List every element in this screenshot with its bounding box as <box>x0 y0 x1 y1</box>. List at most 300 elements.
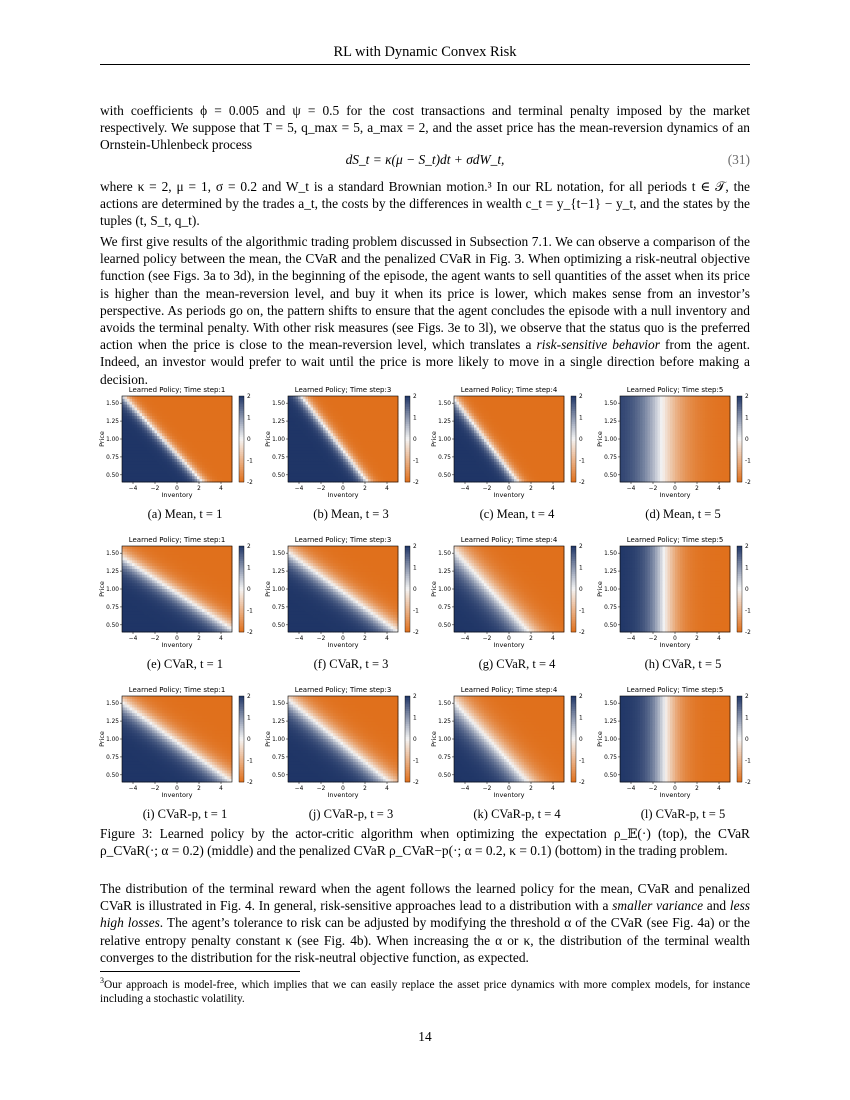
heatmap-cell <box>202 399 205 402</box>
heatmap-cell <box>227 422 230 425</box>
heatmap-cell <box>160 428 163 431</box>
heatmap-cell <box>306 462 309 465</box>
heatmap-cell <box>351 396 354 399</box>
heatmap-cell <box>668 436 671 439</box>
heatmap-cell <box>519 419 522 422</box>
heatmap-cell <box>348 442 351 445</box>
heatmap-cell <box>519 413 522 416</box>
heatmap-cell <box>484 442 487 445</box>
heatmap-cell <box>512 402 515 405</box>
heatmap-cell <box>532 471 535 474</box>
heatmap-cell <box>663 405 666 408</box>
heatmap-cell <box>698 425 701 428</box>
heatmap-cell <box>542 436 545 439</box>
heatmap-cell <box>167 422 170 425</box>
colorbar-tick-label: -1 <box>247 458 253 465</box>
heatmap-cell <box>703 413 706 416</box>
heatmap-cell <box>725 422 728 425</box>
heatmap-cell <box>321 445 324 448</box>
heatmap-cell <box>544 439 547 442</box>
heatmap-cell <box>467 410 470 413</box>
heatmap-cell <box>464 422 467 425</box>
heatmap-cell <box>162 410 165 413</box>
heatmap-cell <box>376 419 379 422</box>
heatmap-cell <box>549 445 552 448</box>
heatmap-cell <box>625 433 628 436</box>
heatmap-cell <box>715 442 718 445</box>
heatmap-cell <box>494 468 497 471</box>
heatmap-cell <box>338 410 341 413</box>
heatmap-cell <box>469 425 472 428</box>
heatmap-cell <box>338 433 341 436</box>
heatmap-cell <box>318 450 321 453</box>
heatmap-cell <box>195 428 198 431</box>
heatmap-cell <box>713 425 716 428</box>
heatmap-cell <box>685 439 688 442</box>
heatmap-cell <box>529 428 532 431</box>
heatmap-cell <box>467 402 470 405</box>
heatmap-cell <box>326 428 329 431</box>
heatmap-cell <box>504 413 507 416</box>
heatmap-cell <box>464 445 467 448</box>
heatmap-cell <box>313 468 316 471</box>
heatmap-cell <box>499 450 502 453</box>
heatmap-cell <box>160 396 163 399</box>
heatmap-cell <box>529 430 532 433</box>
heatmap-cells <box>454 396 564 482</box>
heatmap-cell <box>504 453 507 456</box>
heatmap-cell <box>301 442 304 445</box>
heatmap-cell <box>482 465 485 468</box>
heatmap-cell <box>537 473 540 476</box>
heatmap-cell <box>341 448 344 451</box>
heatmap-cell <box>220 476 223 479</box>
heatmap-cell <box>137 462 140 465</box>
heatmap-cell <box>192 439 195 442</box>
heatmap-cell <box>519 410 522 413</box>
heatmap-cell <box>539 476 542 479</box>
heatmap-cell <box>499 465 502 468</box>
heatmap-cell <box>127 439 130 442</box>
heatmap-cell <box>132 428 135 431</box>
heatmap-cell <box>534 430 537 433</box>
heatmap-cell <box>170 428 173 431</box>
heatmap-cell <box>640 436 643 439</box>
heatmap-cell <box>145 456 148 459</box>
heatmap-cell <box>539 459 542 462</box>
heatmap-cell <box>140 465 143 468</box>
heatmap-cell <box>205 405 208 408</box>
heatmap-cell <box>514 422 517 425</box>
heatmap-cell <box>137 465 140 468</box>
heatmap-cell <box>673 396 676 399</box>
heatmap-cell <box>200 410 203 413</box>
heatmap-cell <box>338 419 341 422</box>
heatmap-cell <box>177 428 180 431</box>
heatmap-cell <box>388 468 391 471</box>
heatmap-cell <box>227 450 230 453</box>
heatmap-cell <box>308 445 311 448</box>
heatmap-cell <box>685 396 688 399</box>
heatmap-cell <box>160 448 163 451</box>
heatmap-cell <box>160 442 163 445</box>
heatmap-cell <box>534 459 537 462</box>
heatmap-cell <box>172 402 175 405</box>
policy-heatmap <box>598 388 762 510</box>
heatmap-cell <box>145 422 148 425</box>
heatmap-cell <box>517 453 520 456</box>
heatmap-cell <box>140 462 143 465</box>
heatmap-cell <box>200 396 203 399</box>
heatmap-cell <box>512 413 515 416</box>
heatmap-cell <box>346 450 349 453</box>
heatmap-cell <box>155 453 158 456</box>
heatmap-cell <box>492 428 495 431</box>
heatmap-cell <box>670 422 673 425</box>
heatmap-cell <box>499 407 502 410</box>
heatmap-cell <box>698 430 701 433</box>
heatmap-cell <box>469 471 472 474</box>
heatmap-cell <box>675 399 678 402</box>
heatmap-cell <box>720 396 723 399</box>
heatmap-cell <box>187 450 190 453</box>
heatmap-cell <box>504 445 507 448</box>
heatmap-cell <box>132 468 135 471</box>
heatmap-cell <box>705 402 708 405</box>
colorbar-segment <box>239 409 244 411</box>
heatmap-cell <box>477 468 480 471</box>
heatmap-cell <box>122 468 125 471</box>
heatmap-cell <box>361 436 364 439</box>
heatmap-cell <box>130 471 133 474</box>
heatmap-cell <box>524 396 527 399</box>
heatmap-cell <box>301 456 304 459</box>
heatmap-cell <box>660 445 663 448</box>
heatmap-cell <box>720 416 723 419</box>
heatmap-cell <box>207 407 210 410</box>
heatmap-cell <box>215 433 218 436</box>
heatmap-cell <box>383 428 386 431</box>
heatmap-cell <box>685 442 688 445</box>
heatmap-cell <box>152 399 155 402</box>
heatmap-cell <box>165 402 168 405</box>
heatmap-cell <box>195 402 198 405</box>
heatmap-cell <box>715 422 718 425</box>
heatmap-cell <box>557 459 560 462</box>
heatmap-cell <box>472 430 475 433</box>
heatmap-cell <box>454 433 457 436</box>
heatmap-cell <box>552 442 555 445</box>
heatmap-cell <box>140 439 143 442</box>
heatmap-cell <box>388 410 391 413</box>
colorbar-segment <box>405 407 410 409</box>
heatmap-cell <box>655 416 658 419</box>
heatmap-cell <box>227 468 230 471</box>
heatmap-cell <box>494 396 497 399</box>
heatmap-cell <box>132 413 135 416</box>
heatmap-cell <box>356 445 359 448</box>
heatmap-cell <box>210 465 213 468</box>
heatmap-cell <box>177 405 180 408</box>
heatmap-cell <box>351 433 354 436</box>
heatmap-cell <box>190 407 193 410</box>
heatmap-cell <box>393 450 396 453</box>
heatmap-cell <box>162 419 165 422</box>
heatmap-cell <box>489 407 492 410</box>
heatmap-cell <box>459 465 462 468</box>
heatmap-cell <box>643 433 646 436</box>
y-axis-label: Price <box>98 431 106 447</box>
heatmap-cell <box>698 396 701 399</box>
heatmap-cell <box>122 430 125 433</box>
heatmap-cell <box>288 476 291 479</box>
heatmap-cell <box>552 430 555 433</box>
colorbar-segment <box>571 473 576 475</box>
heatmap-cell <box>554 405 557 408</box>
heatmap-cell <box>487 399 490 402</box>
heatmap-cell <box>187 436 190 439</box>
heatmap-cell <box>683 419 686 422</box>
heatmap-cell <box>127 450 130 453</box>
heatmap-cell <box>698 428 701 431</box>
heatmap-cell <box>358 410 361 413</box>
heatmap-cell <box>363 416 366 419</box>
heatmap-cell <box>388 413 391 416</box>
heatmap-cell <box>710 433 713 436</box>
heatmap-cell <box>227 439 230 442</box>
heatmap-cell <box>200 422 203 425</box>
heatmap-cell <box>318 405 321 408</box>
heatmap-cell <box>499 413 502 416</box>
heatmap-cell <box>316 407 319 410</box>
colorbar-segment <box>405 420 410 422</box>
heatmap-cell <box>162 407 165 410</box>
heatmap-cell <box>494 428 497 431</box>
heatmap-cell <box>454 459 457 462</box>
heatmap-cell <box>202 416 205 419</box>
heatmap-cell <box>353 399 356 402</box>
heatmap-cell <box>363 413 366 416</box>
heatmap-cell <box>190 425 193 428</box>
heatmap-cell <box>532 445 535 448</box>
heatmap-cell <box>383 396 386 399</box>
heatmap-cell <box>132 419 135 422</box>
heatmap-cell <box>532 436 535 439</box>
heatmap-cell <box>464 462 467 465</box>
heatmap-cell <box>348 419 351 422</box>
x-tick-label: −2 <box>316 486 326 492</box>
heatmap-cell <box>720 445 723 448</box>
heatmap-cell <box>715 396 718 399</box>
policy-heatmap <box>432 388 596 510</box>
heatmap-cell <box>361 442 364 445</box>
heatmap-cell <box>205 416 208 419</box>
heatmap-cell <box>125 419 128 422</box>
heatmap-cell <box>484 413 487 416</box>
heatmap-cell <box>175 413 178 416</box>
heatmap-cell <box>358 428 361 431</box>
heatmap-cell <box>623 405 626 408</box>
heatmap-cell <box>512 428 515 431</box>
heatmap-cell <box>489 433 492 436</box>
heatmap-cell <box>484 419 487 422</box>
heatmap-cell <box>170 407 173 410</box>
heatmap-cell <box>343 453 346 456</box>
heatmap-cell <box>675 422 678 425</box>
heatmap-cell <box>462 476 465 479</box>
heatmap-cell <box>527 465 530 468</box>
heatmap-cell <box>293 410 296 413</box>
heatmap-cell <box>185 448 188 451</box>
heatmap-cell <box>303 407 306 410</box>
heatmap-cell <box>381 419 384 422</box>
heatmap-cell <box>293 468 296 471</box>
heatmap-cell <box>172 410 175 413</box>
heatmap-cell <box>210 399 213 402</box>
heatmap-cell <box>351 436 354 439</box>
heatmap-cell <box>522 410 525 413</box>
heatmap-cell <box>519 459 522 462</box>
heatmap-cell <box>635 416 638 419</box>
heatmap-cell <box>378 453 381 456</box>
heatmap-cell <box>492 422 495 425</box>
heatmap-cell <box>479 419 482 422</box>
heatmap-cell <box>467 468 470 471</box>
heatmap-cell <box>492 462 495 465</box>
heatmap-cell <box>653 445 656 448</box>
heatmap-cell <box>479 442 482 445</box>
heatmap-cell <box>529 448 532 451</box>
heatmap-cell <box>125 399 128 402</box>
heatmap-cell <box>625 430 628 433</box>
heatmap-cell <box>145 468 148 471</box>
heatmap-cell <box>386 433 389 436</box>
heatmap-cell <box>499 399 502 402</box>
heatmap-cell <box>474 430 477 433</box>
heatmap-cell <box>688 416 691 419</box>
heatmap-cell <box>182 453 185 456</box>
heatmap-cell <box>361 419 364 422</box>
heatmap-cell <box>378 445 381 448</box>
heatmap-cell <box>212 462 215 465</box>
heatmap-cell <box>643 399 646 402</box>
heatmap-cell <box>132 405 135 408</box>
heatmap-cell <box>167 450 170 453</box>
heatmap-cell <box>376 459 379 462</box>
heatmap-cell <box>547 399 550 402</box>
heatmap-cell <box>351 419 354 422</box>
heatmap-cell <box>638 442 641 445</box>
heatmap-cell <box>301 402 304 405</box>
heatmap-cell <box>507 396 510 399</box>
heatmap-cell <box>559 407 562 410</box>
heatmap-cell <box>554 439 557 442</box>
heatmap-cell <box>388 450 391 453</box>
heatmap-cell <box>296 396 299 399</box>
heatmap-cell <box>303 459 306 462</box>
heatmap-cell <box>212 410 215 413</box>
heatmap-cell <box>371 473 374 476</box>
heatmap-cell <box>217 436 220 439</box>
heatmap-cell <box>353 459 356 462</box>
heatmap-cell <box>633 416 636 419</box>
heatmap-cell <box>368 405 371 408</box>
heatmap-cell <box>482 428 485 431</box>
heatmap-cell <box>635 413 638 416</box>
heatmap-cell <box>205 459 208 462</box>
heatmap-cell <box>371 471 374 474</box>
heatmap-cell <box>145 453 148 456</box>
heatmap-cell <box>137 402 140 405</box>
heatmap-cell <box>356 462 359 465</box>
heatmap-cell <box>195 430 198 433</box>
heatmap-cell <box>182 433 185 436</box>
heatmap-cell <box>200 442 203 445</box>
heatmap-cell <box>393 459 396 462</box>
heatmap-cell <box>683 416 686 419</box>
heatmap-cell <box>539 448 542 451</box>
colorbar-segment <box>571 422 576 424</box>
heatmap-cell <box>371 405 374 408</box>
heatmap-cell <box>383 462 386 465</box>
heatmap-cell <box>376 407 379 410</box>
heatmap-cell <box>132 439 135 442</box>
heatmap-cell <box>552 453 555 456</box>
heatmap-cell <box>288 439 291 442</box>
heatmap-cell <box>311 416 314 419</box>
heatmap-cell <box>725 442 728 445</box>
heatmap-cell <box>165 465 168 468</box>
heatmap-cell <box>170 416 173 419</box>
heatmap-cell <box>492 473 495 476</box>
heatmap-cell <box>167 442 170 445</box>
heatmap-cell <box>122 405 125 408</box>
heatmap-cell <box>336 459 339 462</box>
heatmap-cell <box>336 468 339 471</box>
heatmap-cell <box>487 416 490 419</box>
heatmap-cell <box>643 396 646 399</box>
colorbar-segment <box>239 426 244 428</box>
heatmap-cell <box>698 419 701 422</box>
heatmap-cell <box>494 422 497 425</box>
heatmap-cell <box>519 428 522 431</box>
heatmap-cell <box>190 459 193 462</box>
heatmap-cell <box>524 428 527 431</box>
heatmap-cell <box>338 407 341 410</box>
heatmap-cell <box>222 433 225 436</box>
heatmap-cell <box>393 425 396 428</box>
heatmap-cell <box>298 462 301 465</box>
heatmap-cell <box>512 399 515 402</box>
heatmap-cell <box>306 396 309 399</box>
heatmap-cell <box>504 428 507 431</box>
heatmap-cell <box>668 433 671 436</box>
equation-number: (31) <box>727 152 750 167</box>
heatmap-cell <box>165 473 168 476</box>
heatmap-cell <box>293 413 296 416</box>
heatmap-cell <box>180 439 183 442</box>
heatmap-cell <box>293 448 296 451</box>
heatmap-cell <box>524 436 527 439</box>
colorbar-segment <box>405 413 410 415</box>
heatmap-cell <box>288 425 291 428</box>
heatmap-cell <box>665 402 668 405</box>
heatmap-cell <box>160 413 163 416</box>
heatmap-cell <box>635 422 638 425</box>
heatmap-cell <box>157 416 160 419</box>
x-tick-label: 2 <box>197 486 201 492</box>
heatmap-cell <box>296 416 299 419</box>
